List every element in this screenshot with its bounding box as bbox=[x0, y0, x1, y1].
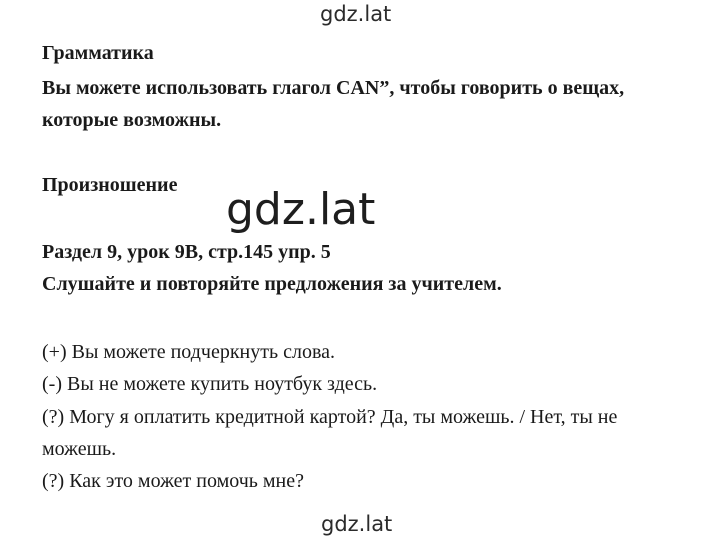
exercise-reference: Раздел 9, урок 9В, стр.145 упр. 5 bbox=[42, 241, 331, 263]
pronunciation-heading: Произношение bbox=[42, 174, 178, 196]
watermark-bottom: gdz.lat bbox=[321, 512, 393, 536]
sentence-question-1-line-2: можешь. bbox=[42, 438, 117, 460]
grammar-text-line-1: Вы можете использовать глагол CAN”, чтобы говорить о вещах, bbox=[42, 77, 625, 99]
grammar-text-line-2: которые возможны. bbox=[42, 109, 222, 131]
sentence-affirmative: (+) Вы можете подчеркнуть слова. bbox=[42, 341, 336, 363]
sentence-negative: (-) Вы не можете купить ноутбук здесь. bbox=[42, 373, 378, 395]
exercise-instruction: Слушайте и повторяйте предложения за учителем. bbox=[42, 273, 502, 295]
watermark-top: gdz.lat bbox=[320, 2, 392, 26]
sentence-question-1-line-1: (?) Могу я оплатить кредитной картой? Да, ты можешь. / Нет, ты не bbox=[42, 406, 618, 428]
sentence-question-2: (?) Как это может помочь мне? bbox=[42, 470, 305, 492]
grammar-heading: Грамматика bbox=[42, 42, 154, 64]
watermark-center: gdz.lat bbox=[226, 184, 376, 235]
